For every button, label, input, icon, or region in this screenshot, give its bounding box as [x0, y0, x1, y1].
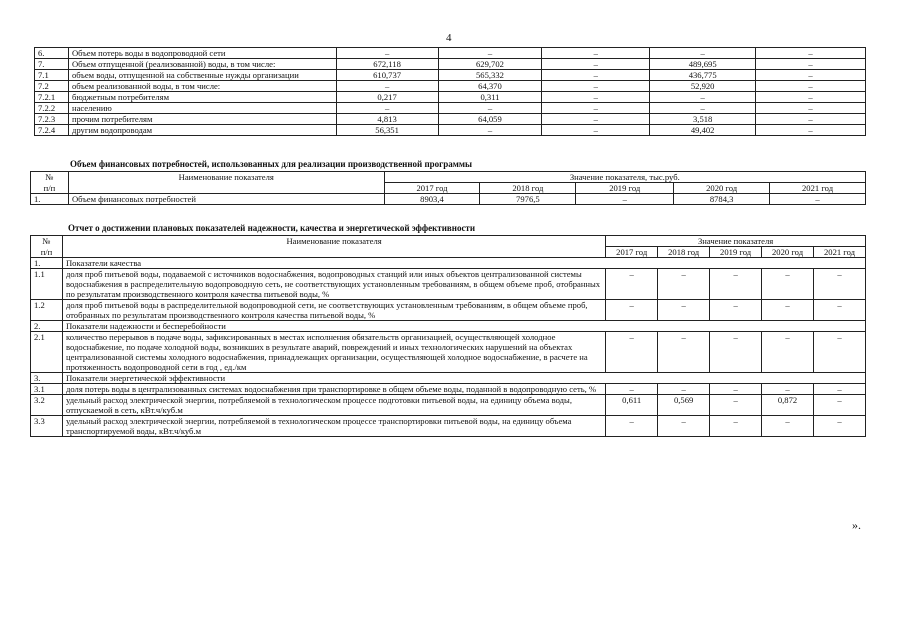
row-value: 4,813: [336, 114, 438, 125]
row-number: 7.2.4: [35, 125, 69, 136]
row-value: 49,402: [650, 125, 756, 136]
table-row: [35, 125, 866, 136]
row-value: –: [658, 416, 710, 437]
row-value: 565,332: [438, 70, 542, 81]
row-number: 2.: [31, 321, 63, 332]
row-value: –: [756, 114, 866, 125]
row-value: –: [542, 59, 650, 70]
indicators-table: [30, 235, 866, 437]
row-value: –: [336, 81, 438, 92]
row-value: –: [762, 416, 814, 437]
row-value: –: [438, 103, 542, 114]
row-value: –: [814, 332, 866, 373]
row-number: 3.2: [31, 395, 63, 416]
row-value: –: [658, 269, 710, 300]
group-title: Показатели качества: [62, 258, 865, 269]
row-number: 7.: [35, 59, 69, 70]
row-value: –: [576, 194, 674, 205]
table-row: [35, 70, 866, 81]
table-row: [31, 269, 866, 300]
year-header: 2021 год: [770, 183, 866, 194]
row-value: –: [542, 48, 650, 59]
row-name: другим водопроводам: [68, 125, 336, 136]
row-value: –: [756, 70, 866, 81]
row-number: 1.: [31, 258, 63, 269]
row-value: –: [650, 103, 756, 114]
row-name: населению: [68, 103, 336, 114]
table-row: [31, 194, 866, 205]
year-header: 2020 год: [674, 183, 770, 194]
row-value: –: [606, 332, 658, 373]
year-header: 2020 год: [762, 247, 814, 258]
row-value: 610,737: [336, 70, 438, 81]
row-value: –: [658, 300, 710, 321]
row-value: 7976,5: [480, 194, 576, 205]
row-value: –: [650, 48, 756, 59]
row-value: –: [814, 269, 866, 300]
row-value: –: [336, 48, 438, 59]
row-name: удельный расход электрической энергии, потребляемой в технологическом процессе транспортировки питьевой воды, на единицу объема транспортируемой воды, кВт.ч/куб.м: [62, 416, 605, 437]
row-value: –: [710, 384, 762, 395]
table-row: [35, 103, 866, 114]
row-value: –: [606, 269, 658, 300]
table-row: [35, 81, 866, 92]
row-value: –: [756, 92, 866, 103]
indicators-section-title: Отчет о достижении плановых показателей надежности, качества и энергетической эффективности: [68, 223, 476, 233]
group-title: Показатели надежности и бесперебойности: [62, 321, 865, 332]
row-value: –: [336, 103, 438, 114]
row-value: 0,569: [658, 395, 710, 416]
row-name: объем реализованной воды, в том числе:: [68, 81, 336, 92]
table-row: [31, 332, 866, 373]
row-value: –: [542, 70, 650, 81]
row-value: 672,118: [336, 59, 438, 70]
row-value: –: [762, 332, 814, 373]
closing-mark: ».: [852, 518, 861, 532]
col-value-header: Значение показателя: [606, 236, 866, 247]
row-number: 1.1: [31, 269, 63, 300]
row-number: 1.: [31, 194, 69, 205]
row-name: объем воды, отпущенной на собственные нужды организации: [68, 70, 336, 81]
col-num-header-2: п/п: [31, 247, 63, 258]
row-value: –: [438, 48, 542, 59]
row-name: доля потерь воды в централизованных системах водоснабжения при транспортировке в общем объеме воды, поданной в водопроводную сеть, %: [62, 384, 605, 395]
col-num-header-2: п/п: [31, 183, 69, 194]
table-row: [35, 92, 866, 103]
row-name: прочим потребителям: [68, 114, 336, 125]
row-value: –: [658, 384, 710, 395]
row-value: 8903,4: [384, 194, 480, 205]
row-value: 0,611: [606, 395, 658, 416]
row-value: 629,702: [438, 59, 542, 70]
row-value: 8784,3: [674, 194, 770, 205]
row-number: 7.1: [35, 70, 69, 81]
table-row: [31, 416, 866, 437]
water-volume-table: [34, 47, 866, 136]
row-value: –: [814, 395, 866, 416]
row-value: 0,311: [438, 92, 542, 103]
row-value: –: [710, 332, 762, 373]
row-value: –: [762, 300, 814, 321]
row-value: –: [658, 332, 710, 373]
row-value: 56,351: [336, 125, 438, 136]
row-value: 436,775: [650, 70, 756, 81]
col-name-header: Наименование показателя: [68, 172, 384, 194]
year-header: 2017 год: [606, 247, 658, 258]
row-name: доля проб питьевой воды в распределительной водопроводной сети, не соответствующих установленным требованиям, в общем объеме проб, отобранных по результатам производственного контроля качества питьевой воды, %: [62, 300, 605, 321]
group-title: Показатели энергетической эффективности: [62, 373, 865, 384]
row-name: Объем финансовых потребностей: [68, 194, 384, 205]
row-value: 64,370: [438, 81, 542, 92]
row-number: 7.2.3: [35, 114, 69, 125]
row-value: –: [756, 59, 866, 70]
row-value: –: [438, 125, 542, 136]
row-value: –: [710, 416, 762, 437]
row-name: Объем отпущенной (реализованной) воды, в том числе:: [68, 59, 336, 70]
row-value: –: [542, 81, 650, 92]
year-header: 2018 год: [658, 247, 710, 258]
group-row: [31, 258, 866, 269]
table-row: [35, 48, 866, 59]
row-value: –: [606, 416, 658, 437]
row-value: 64,059: [438, 114, 542, 125]
row-value: –: [542, 114, 650, 125]
table-row: [31, 300, 866, 321]
row-value: –: [650, 92, 756, 103]
table-row: [31, 395, 866, 416]
row-value: 52,920: [650, 81, 756, 92]
row-value: –: [606, 384, 658, 395]
page-number: 4: [446, 32, 452, 44]
table-row: [31, 384, 866, 395]
row-value: –: [814, 384, 866, 395]
col-num-header: №: [31, 236, 63, 247]
row-name: Объем потерь воды в водопроводной сети: [68, 48, 336, 59]
row-value: –: [542, 92, 650, 103]
row-number: 6.: [35, 48, 69, 59]
year-header: 2019 год: [710, 247, 762, 258]
year-header: 2021 год: [814, 247, 866, 258]
financial-section-title: Объем финансовых потребностей, использованных для реализации производственной программы: [70, 159, 473, 169]
row-value: –: [762, 269, 814, 300]
row-name: количество перерывов в подаче воды, зафиксированных в местах исполнения обязательств организацией, осуществляющей холодное водоснабжение, по подаче холодной воды, возникших в результате аварий, повреждений и иных технологических нарушений на объектах централизованной системы холодного водоснабжения, принадлежащих организации, осуществляющей холодное водоснабжение, в расчете на протяженность водопроводной сети в год , ед./км: [62, 332, 605, 373]
row-number: 3.1: [31, 384, 63, 395]
year-header: 2019 год: [576, 183, 674, 194]
row-value: 3,518: [650, 114, 756, 125]
row-value: 0,217: [336, 92, 438, 103]
row-value: –: [710, 300, 762, 321]
group-row: [31, 321, 866, 332]
row-number: 3.3: [31, 416, 63, 437]
financial-needs-table: [30, 171, 866, 205]
row-number: 1.2: [31, 300, 63, 321]
row-value: 0,872: [762, 395, 814, 416]
row-number: 7.2.1: [35, 92, 69, 103]
col-name-header: Наименование показателя: [62, 236, 605, 258]
row-name: удельный расход электрической энергии, потребляемой в технологическом процессе подготовки питьевой воды, на единицу объема воды, отпускаемой в сеть, кВт.ч/куб.м: [62, 395, 605, 416]
row-value: –: [814, 416, 866, 437]
year-header: 2017 год: [384, 183, 480, 194]
row-value: –: [710, 269, 762, 300]
row-name: доля проб питьевой воды, подаваемой с источников водоснабжения, водопроводных станций или иных объектов централизованной системы водоснабжения в распределительную водопроводную сеть, не соответствующих установленным требованиям, в общем объеме проб, отобранных по результатам производственного контроля качества питьевой воды, %: [62, 269, 605, 300]
table-row: [35, 59, 866, 70]
row-value: –: [762, 384, 814, 395]
row-value: –: [710, 395, 762, 416]
row-number: 7.2: [35, 81, 69, 92]
col-value-header: Значение показателя, тыс.руб.: [384, 172, 865, 183]
year-header: 2018 год: [480, 183, 576, 194]
row-value: –: [814, 300, 866, 321]
row-value: –: [770, 194, 866, 205]
col-num-header: №: [31, 172, 69, 183]
row-value: –: [756, 125, 866, 136]
row-value: –: [756, 103, 866, 114]
row-number: 7.2.2: [35, 103, 69, 114]
row-value: –: [542, 125, 650, 136]
row-value: –: [542, 103, 650, 114]
group-row: [31, 373, 866, 384]
table-row: [35, 114, 866, 125]
row-number: 3.: [31, 373, 63, 384]
row-value: –: [756, 81, 866, 92]
row-value: –: [606, 300, 658, 321]
row-number: 2.1: [31, 332, 63, 373]
row-name: бюджетным потребителям: [68, 92, 336, 103]
row-value: –: [756, 48, 866, 59]
row-value: 489,695: [650, 59, 756, 70]
